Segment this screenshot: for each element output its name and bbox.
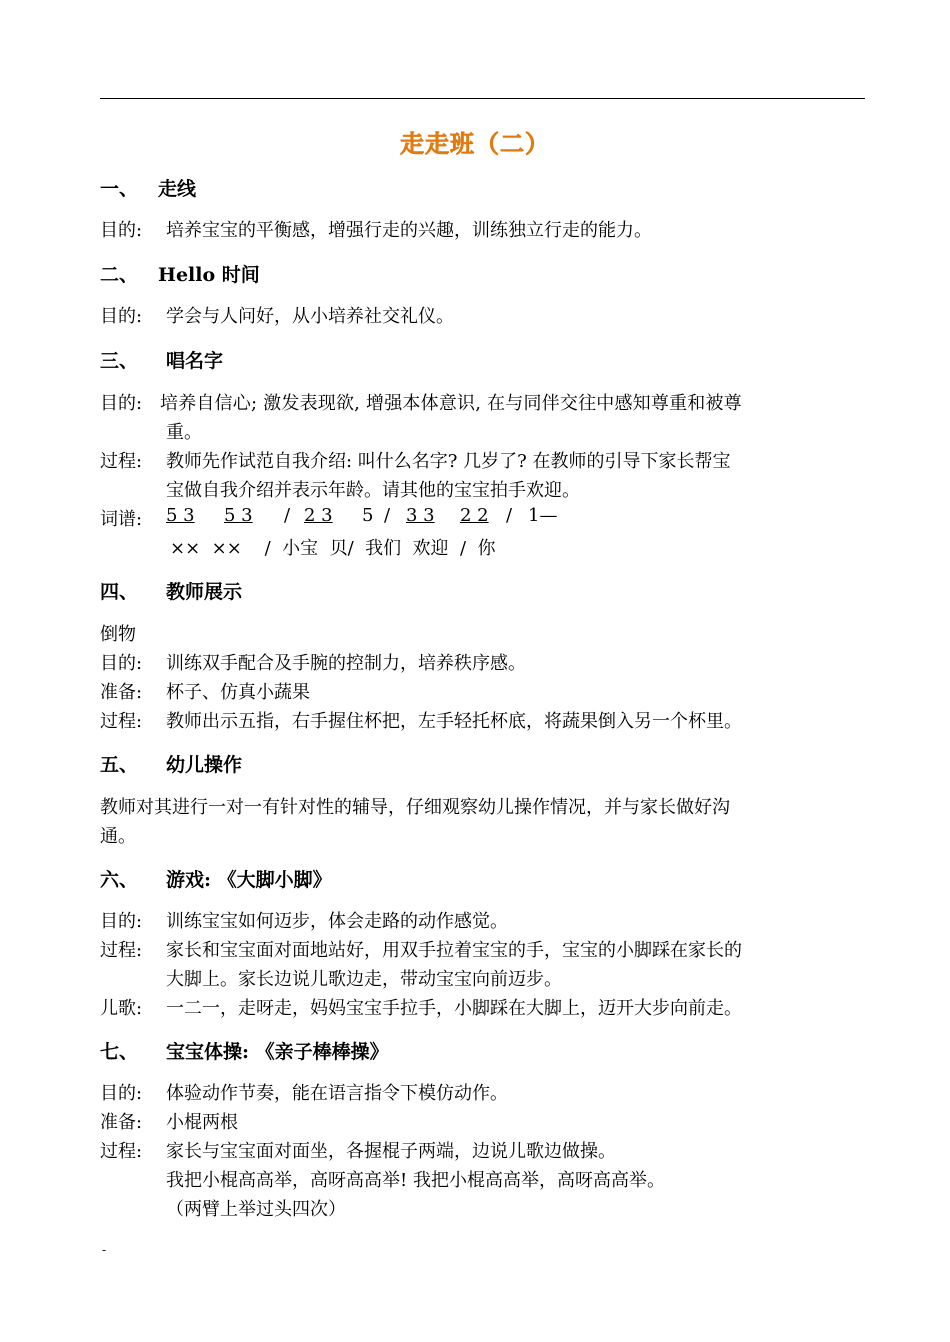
section-4-heading — [100, 577, 242, 604]
paragraph: 训练双手配合及手腕的控制力，培养秩序感。 — [166, 653, 526, 674]
section-title: 游戏: 《大脚小脚》 — [166, 869, 332, 891]
section-title: 唱名字 — [166, 350, 224, 372]
label: 准备: — [100, 682, 143, 703]
section-7-heading — [100, 1037, 389, 1064]
paragraph: 体验动作节奏，能在语言指令下模仿动作。 — [166, 1083, 508, 1104]
paragraph: 宝做自我介绍并表示年龄。请其他的宝宝拍手欢迎。 — [166, 480, 580, 501]
label: 过程: — [100, 940, 143, 961]
note-group: 2 3 — [304, 505, 333, 526]
note-group: 1— — [528, 505, 558, 526]
label: 目的: — [100, 220, 143, 241]
bar-line: / — [384, 505, 391, 526]
section-1-heading — [100, 174, 196, 201]
section-title: 教师展示 — [166, 581, 243, 603]
section-2-heading — [100, 260, 260, 287]
page-title: 走走班（二） — [400, 130, 550, 158]
paragraph: 培养自信心; 激发表现欲, 增强本体意识, 在与同伴交往中感知尊重和被尊 — [160, 393, 742, 414]
note-group: 3 3 — [406, 505, 435, 526]
paragraph: 教师对其进行一对一有针对性的辅导，仔细观察幼儿操作情况，并与家长做好沟 — [100, 797, 730, 818]
section-number: 一、 — [100, 178, 139, 200]
label: 过程: — [100, 711, 143, 732]
label: 目的: — [100, 306, 143, 327]
item-title: 倒物 — [100, 624, 136, 645]
paragraph: 学会与人问好，从小培养社交礼仪。 — [166, 306, 454, 327]
note-group: 5 — [362, 505, 374, 526]
label: 目的: — [100, 653, 143, 674]
header-rule — [100, 98, 865, 99]
paragraph: （两臂上举过头四次） — [166, 1199, 346, 1220]
label: 目的: — [100, 911, 143, 932]
section-title: 幼儿操作 — [166, 754, 243, 776]
section-title: 走线 — [158, 178, 197, 200]
section-number: 七、 — [100, 1041, 139, 1063]
paragraph: 通。 — [100, 826, 136, 847]
paragraph: 杯子、仿真小蔬果 — [166, 682, 310, 703]
paragraph: 重。 — [166, 422, 202, 443]
music-notation — [166, 505, 557, 526]
label: 过程: — [100, 1141, 143, 1162]
section-title: 宝宝体操: 《亲子棒棒操》 — [166, 1041, 389, 1063]
paragraph: 教师出示五指，右手握住杯把，左手轻托杯底，将蔬果倒入另一个杯里。 — [166, 711, 742, 732]
bar-line: / — [506, 505, 513, 526]
section-number: 六、 — [100, 869, 139, 891]
section-5-heading — [100, 750, 242, 777]
label: 词谱: — [100, 509, 143, 530]
section-number: 五、 — [100, 754, 139, 776]
note-group: 5 3 — [224, 505, 253, 526]
section-6-heading — [100, 865, 332, 892]
paragraph: 训练宝宝如何迈步，体会走路的动作感觉。 — [166, 911, 508, 932]
paragraph: 大脚上。家长边说儿歌边走，带动宝宝向前迈步。 — [166, 969, 562, 990]
section-number: 四、 — [100, 581, 139, 603]
bar-line: / — [284, 505, 291, 526]
paragraph: 教师先作试范自我介绍: 叫什么名字? 几岁了? 在教师的引导下家长帮宝 — [166, 451, 731, 472]
note-group: 2 2 — [460, 505, 489, 526]
label: 目的: — [100, 1083, 143, 1104]
paragraph: 我把小棍高高举，高呀高高举! 我把小棍高高举，高呀高高举。 — [166, 1170, 665, 1191]
paragraph: 小棍两根 — [166, 1112, 238, 1133]
note-group: 5 3 — [166, 505, 195, 526]
section-number: 三、 — [100, 350, 139, 372]
paragraph: 家长与宝宝面对面坐，各握棍子两端，边说儿歌边做操。 — [166, 1141, 616, 1162]
label: 目的: — [100, 393, 143, 414]
paragraph: 家长和宝宝面对面地站好，用双手拉着宝宝的手，宝宝的小脚踩在家长的 — [166, 940, 742, 961]
paragraph: 培养宝宝的平衡感，增强行走的兴趣，训练独立行走的能力。 — [166, 220, 652, 241]
label: 准备: — [100, 1112, 143, 1133]
lyrics: ×× ×× / 小宝 贝/ 我们 欢迎 / 你 — [170, 538, 496, 559]
paragraph: 一二一，走呀走，妈妈宝宝手拉手，小脚踩在大脚上，迈开大步向前走。 — [166, 998, 742, 1019]
section-title: Hello 时间 — [158, 264, 260, 286]
label: 儿歌: — [100, 998, 143, 1019]
section-number: 二、 — [100, 264, 139, 286]
label: 过程: — [100, 451, 143, 472]
footer-mark: - — [102, 1243, 107, 1257]
section-3-heading — [100, 346, 223, 373]
